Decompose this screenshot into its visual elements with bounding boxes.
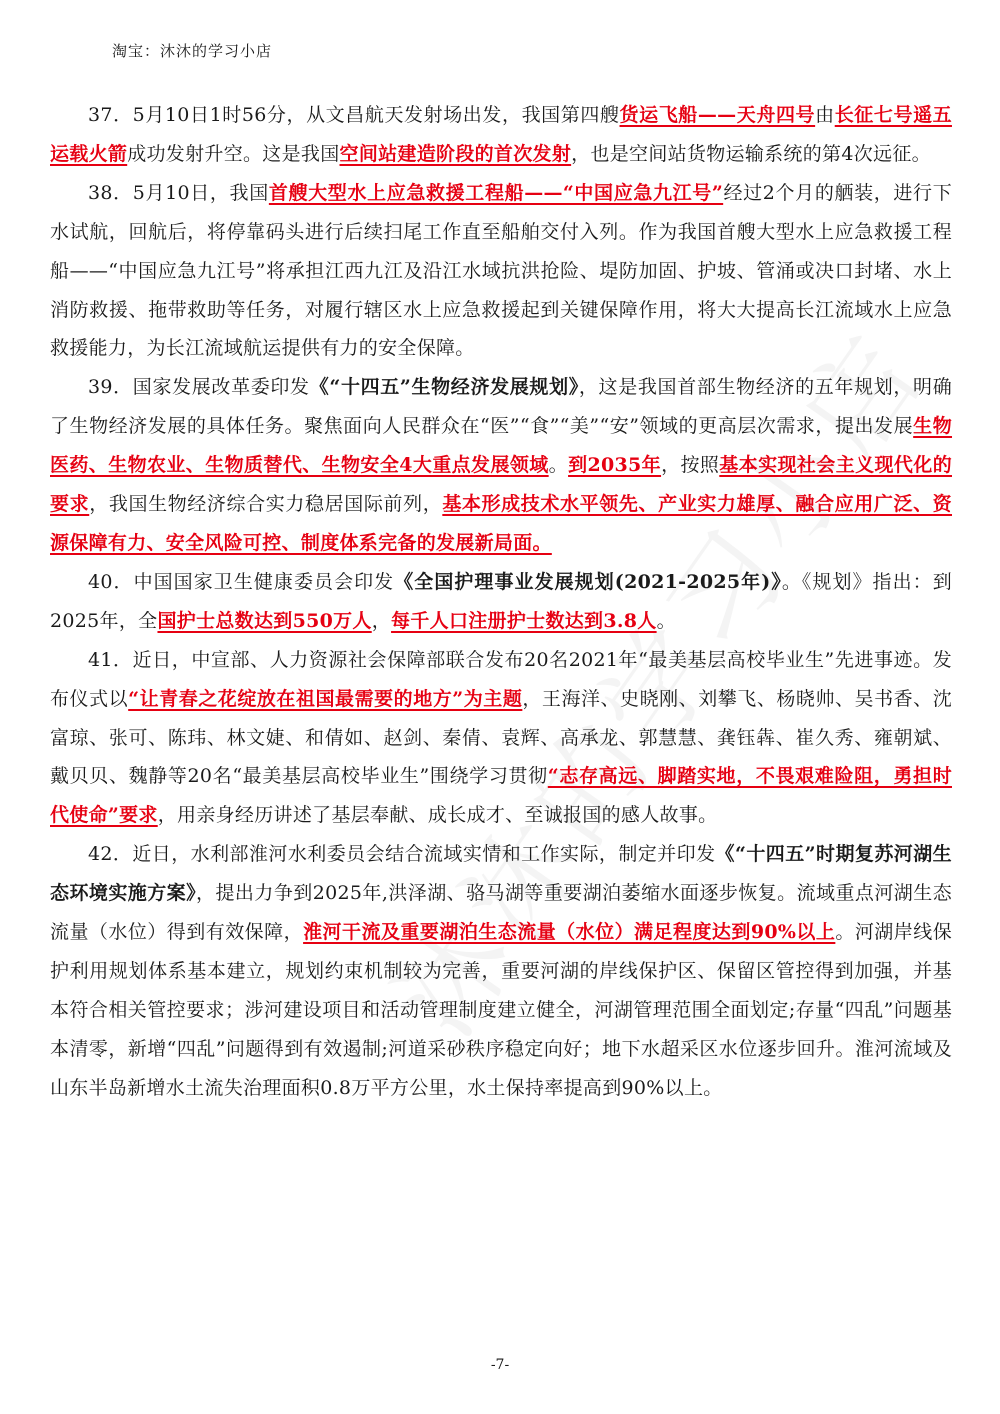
paragraph-42 [50,835,952,1107]
body-text: 经过2个月的舾装，进行下水试航，回航后，将停靠码头进行后续扫尾工作直至船舶交付入列。作为我国首艘大型水上应急救援工程船——“中国应急九江号”将承担江西九江及沿江水域抗洪抢险、堤防加固、护坡、管涌或决口封堵、水上消防救援、拖带救助等任务，对履行辖区水上应急救援起到关键保障作用，将大大提高长江流域水上应急救援能力，为长江流域航运提供有力的安全保障。 [50,181,952,360]
page-number: -7- [490,1357,510,1373]
highlighted-text: 长征七号遥五运载火箭 [50,104,952,165]
highlighted-text: 货运飞船——天舟四号 [619,104,816,126]
paragraph-38 [50,174,952,369]
highlighted-text: “让青春之花绽放在祖国最需要的地方”为主题 [128,687,523,710]
page-header: 淘宝：沐沐的学习小店 [112,42,273,60]
body-text: ，按照 [661,454,720,477]
body-text: 38．5月10日，我国 [88,181,269,204]
body-text: 39．国家发展改革委印发 [88,376,310,399]
body-text: 。《规划》指出：到2025年，全 [50,570,953,632]
paragraph-37 [50,96,952,174]
paragraph-41 [50,641,952,836]
document-body [50,96,952,1108]
highlighted-text: 国护士总数达到550万人 [157,609,372,632]
body-text: 。河湖岸线保护利用规划体系基本建立，规划约束机制较为完善，重要河湖的岸线保护区、保留区管控得到加强，并基本符合相关管控要求；涉河建设项目和活动管理制度建立健全，河湖管理范围全面划定;存量“四乱”问题基本清零，新增“四乱”问题得到有效遏制;河道采砂秩序稳定向好；地下水超采区水位逐步回升。淮河流域及山东半岛新增水土流失治理面积0.8万平方公里，水土保持率提高到90%以上。 [50,921,952,1099]
body-text: 。 [656,609,676,632]
bold-text: 《全国护理事业发展规划(2021-2025年)》 [394,570,782,593]
bold-text: 《“十四五”时期复苏河湖生态环境实施方案》 [50,843,952,905]
body-text: 40．中国国家卫生健康委员会印发 [88,570,395,593]
body-text: 42．近日，水利部淮河水利委员会结合流域实情和工作实际，制定并印发 [88,843,716,866]
body-text: ，用亲身经历讲述了基层奉献、成长成才、至诚报国的感人故事。 [157,804,718,827]
highlighted-text: 基本实现社会主义现代化的要求 [50,454,952,516]
highlighted-text: 生物医药、生物农业、生物质替代、生物安全4大重点发展领域 [50,415,953,477]
highlighted-text: 每千人口注册护士数达到3.8人 [391,609,657,632]
body-text: ，这是我国首部生物经济的五年规划，明确了生物经济发展的具体任务。聚焦面向人民群众在“医”“食”“美”“安”领域的更高层次需求，提出发展 [50,376,953,438]
body-text: ，也是空间站货物运输系统的第4次远征。 [571,142,931,165]
body-text: 由 [815,104,835,126]
body-text: ，王海洋、史晓刚、刘攀飞、杨晓帅、吴书香、沈富琼、张可、陈玮、林文婕、和倩如、赵剑、秦倩、袁辉、高承龙、郭慧慧、龚钰犇、崔久秀、雍朝斌、戴贝贝、魏静等20名“最美基层高校毕业生”围绕学习贯彻 [50,687,952,788]
body-text: 37．5月10日1时56分，从文昌航天发射场出发，我国第四艘 [88,104,620,126]
paragraph-39 [50,368,952,563]
paragraph-40 [50,563,952,641]
highlighted-text: 首艘大型水上应急救援工程船——“中国应急九江号” [268,181,724,204]
highlighted-text: 到2035年 [568,454,662,477]
highlighted-text: 空间站建造阶段的首次发射 [339,142,572,165]
body-text: ，提出力争到2025年,洪泽湖、骆马湖等重要湖泊萎缩水面逐步恢复。流域重点河湖生态流量（水位）得到有效保障， [50,882,952,944]
body-text: ， [371,609,392,632]
highlighted-text: 基本形成技术水平领先、产业实力雄厚、融合应用广泛、资源保障有力、安全风险可控、制度体系完备的发展新局面。 [50,493,952,554]
bold-text: 《“十四五”生物经济发展规划》 [309,376,579,399]
body-text: 成功发射升空。这是我国 [127,142,340,165]
highlighted-text: 淮河干流及重要湖泊生态流量（水位）满足程度达到90%以上 [303,921,836,944]
body-text: 41．近日，中宣部、人力资源社会保障部联合发布20名2021年“最美基层高校毕业生”先进事迹。发布仪式以 [50,648,952,710]
highlighted-text: “志存高远、脚踏实地，不畏艰难险阻，勇担时代使命”要求 [50,765,952,827]
body-text: 。 [548,454,569,477]
body-text: ，我国生物经济综合实力稳居国际前列， [89,493,443,516]
